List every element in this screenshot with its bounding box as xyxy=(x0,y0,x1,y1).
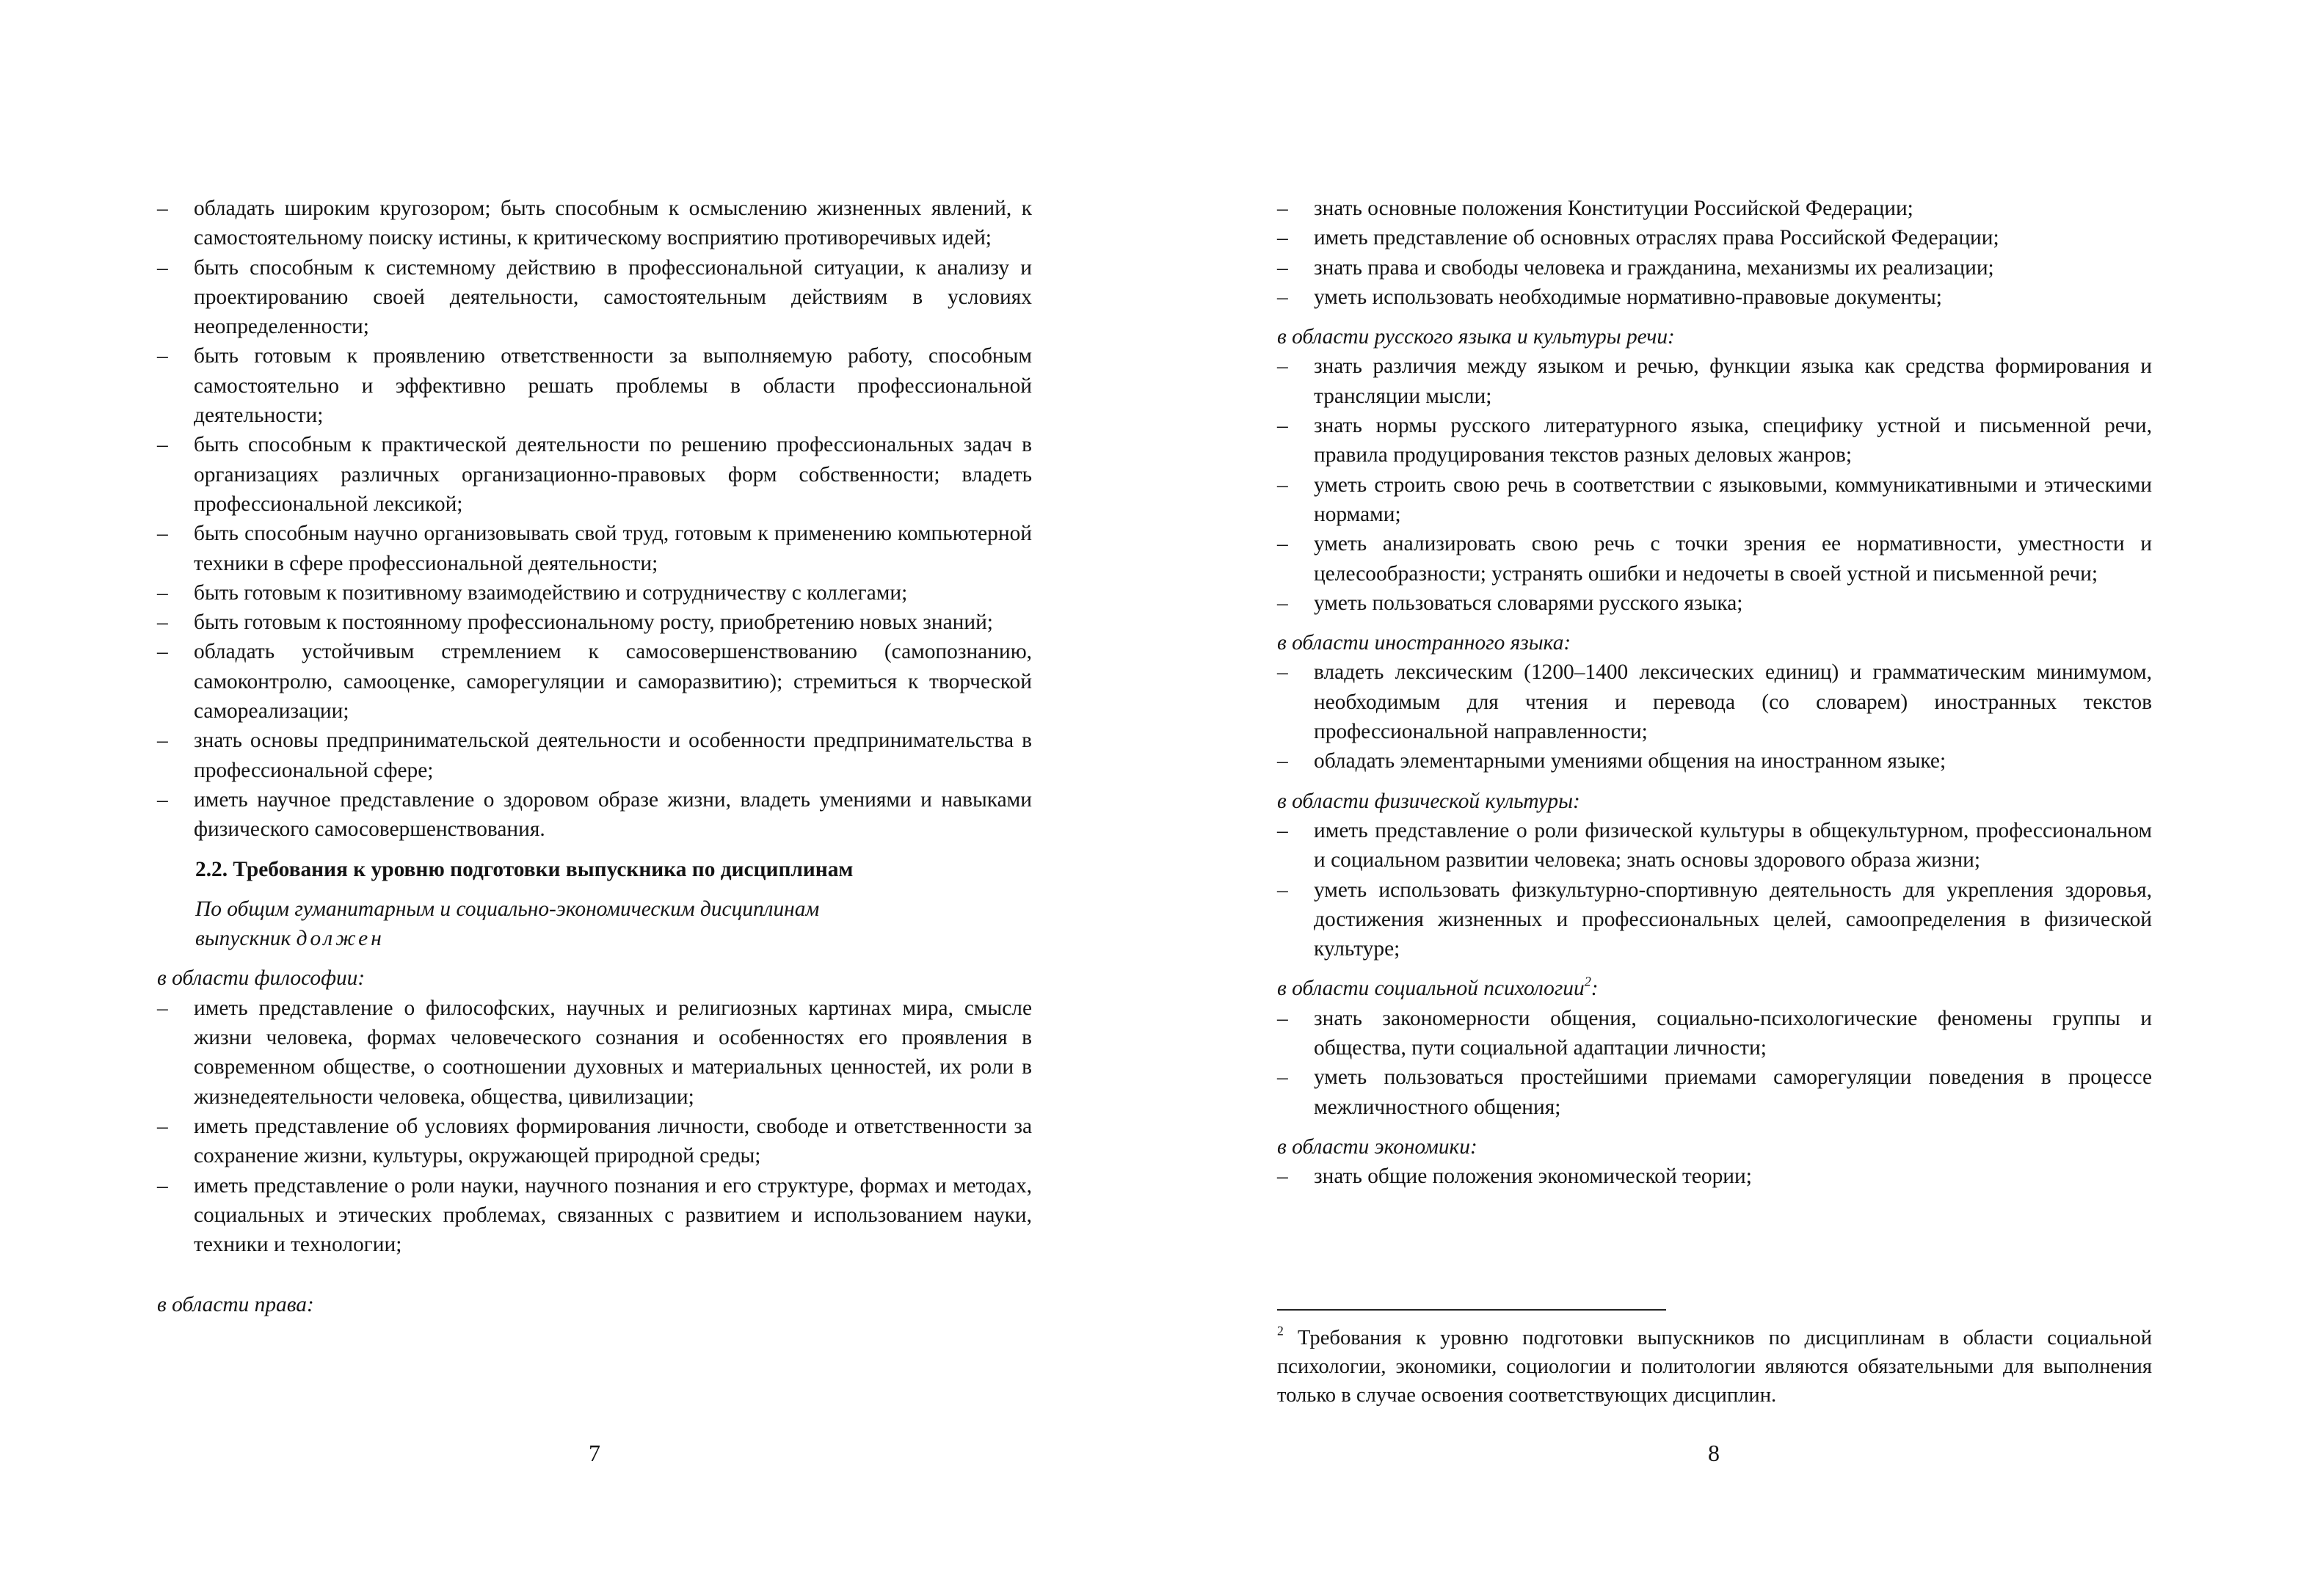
list-item: – обладать широким кругозором; быть способным к осмыслению жизненных явлений, к самостоятельному поиску истины, к критическому восприятию противоречивых идей; xyxy=(157,194,1032,253)
list-item: – уметь пользоваться простейшими приемами саморегуляции поведения в процессе межличностного общения; xyxy=(1277,1063,2152,1122)
russian-heading: в области русского языка и культуры речи: xyxy=(1277,325,1675,349)
social-list xyxy=(1277,1004,2152,1122)
list-item: – быть готовым к позитивному взаимодействию и сотрудничеству с коллегами; xyxy=(157,578,1032,608)
list-item: – знать основные положения Конституции Российской Федерации; xyxy=(1277,194,2152,223)
law-list xyxy=(1277,194,2152,312)
footnote-divider xyxy=(1277,1309,1666,1311)
list-item: – уметь пользоваться словарями русского языка; xyxy=(1277,589,2152,618)
social-heading-colon: : xyxy=(1591,977,1599,1001)
list-item: – обладать устойчивым стремлением к самосовершенствованию (самопознанию, самоконтролю, самооценке, саморегуляции и саморазвитию); стремиться к творческой самореализации; xyxy=(157,637,1032,726)
page-number-right: 8 xyxy=(1708,1440,1720,1466)
foreign-heading: в области иностранного языка: xyxy=(1277,631,1571,655)
list-item: – уметь использовать необходимые нормативно-правовые документы; xyxy=(1277,283,2152,312)
list-item: – знать закономерности общения, социально-психологические феномены группы и общества, пути социальной адаптации личности; xyxy=(1277,1004,2152,1063)
list-item: – иметь представление об основных отраслях права Российской Федерации; xyxy=(1277,223,2152,252)
foreign-list xyxy=(1277,657,2152,776)
page-number-left: 7 xyxy=(589,1440,600,1466)
footnote-text: Требования к уровню подготовки выпускников по дисциплинам в области социальной психологии, экономики, социологии и политологии являются обязательными для выполнения только в случае освоения соответствующих дисциплин. xyxy=(1277,1327,2152,1407)
economics-heading: в области экономики: xyxy=(1277,1134,1477,1159)
list-item: – владеть лексическим (1200–1400 лексических единиц) и грамматическим минимумом, необходимым для чтения и перевода (со словарем) иностранных текстов профессиональной направленности; xyxy=(1277,657,2152,746)
list-item: – иметь научное представление о здоровом образе жизни, владеть умениями и навыками физического самосовершенствования. xyxy=(157,785,1032,845)
list-item: – обладать элементарными умениями общения на иностранном языке; xyxy=(1277,746,2152,776)
list-item: – быть готовым к постоянному профессиональному росту, приобретению новых знаний; xyxy=(157,608,1032,637)
social-heading xyxy=(1277,974,2152,1003)
list-item: – быть готовым к проявлению ответственности за выполняемую работу, способным самостоятельно и эффективно решать проблемы в области профессиональной деятельности; xyxy=(157,341,1032,430)
competency-list xyxy=(157,194,1032,845)
list-item: – знать основы предпринимательской деятельности и особенности предпринимательства в профессиональной сфере; xyxy=(157,726,1032,785)
section-title: 2.2. Требования к уровню подготовки выпускника по дисциплинам xyxy=(195,857,854,881)
subsection-prefix: выпускник xyxy=(195,927,297,951)
philosophy-list xyxy=(157,994,1032,1260)
list-item: – быть способным к системному действию в профессиональной ситуации, к анализу и проектированию своей деятельности, самостоятельным действиям в условиях неопределенности; xyxy=(157,253,1032,342)
list-item: – знать нормы русского литературного языка, специфику устной и письменной речи, правила продуцирования текстов разных деловых жанров; xyxy=(1277,411,2152,470)
footnote xyxy=(1277,1324,2152,1410)
footnote-mark: 2 xyxy=(1277,1323,1284,1338)
subsection-line xyxy=(195,924,1032,953)
list-item: – быть способным к практической деятельности по решению профессиональных задач в организациях различных организационно-правовых форм собственности; владеть профессиональной лексикой; xyxy=(157,430,1032,519)
physical-heading: в области физической культуры: xyxy=(1277,789,1580,813)
list-item: – уметь использовать физкультурно-спортивную деятельность для укрепления здоровья, достижения жизненных и профессиональных целей, самоопределения в физической культуре; xyxy=(1277,875,2152,964)
physical-list xyxy=(1277,816,2152,963)
subsection-intro xyxy=(195,894,1032,954)
list-item: – иметь представление о философских, научных и религиозных картинах мира, смысле жизни человека, формах человеческого сознания и особенностях его проявления в современном обществе, о соотношении духовных и материальных ценностей, их роли в жизнедеятельности человека, общества, цивилизации; xyxy=(157,994,1032,1112)
list-item: – иметь представление об условиях формирования личности, свободе и ответственности за сохранение жизни, культуры, окружающей природной среды; xyxy=(157,1112,1032,1171)
economics-list xyxy=(1277,1162,2152,1191)
list-item: – быть способным научно организовывать свой труд, готовым к применению компьютерной техники в сфере профессиональной деятельности; xyxy=(157,519,1032,578)
list-item: – знать различия между языком и речью, функции языка как средства формирования и трансляции мысли; xyxy=(1277,351,2152,411)
subsection-emphasis: должен xyxy=(296,927,385,951)
right-page xyxy=(1277,194,2152,1192)
footnote-ref: 2 xyxy=(1584,974,1591,989)
russian-list xyxy=(1277,351,2152,618)
list-item: – иметь представление о роли науки, научного познания и его структуре, формах и методах, социальных и этических проблемах, связанных с развитием и использованием науки, техники и технологии; xyxy=(157,1171,1032,1260)
subsection-line: По общим гуманитарным и социально-экономическим дисциплинам xyxy=(195,897,820,921)
list-item: – уметь анализировать свою речь с точки зрения ее нормативности, уместности и целесообразности; устранять ошибки и недочеты в своей устной и письменной речи; xyxy=(1277,529,2152,589)
list-item: – знать общие положения экономической теории; xyxy=(1277,1162,2152,1191)
list-item: – уметь строить свою речь в соответствии с языковыми, коммуникативными и этическими нормами; xyxy=(1277,470,2152,530)
social-heading-text: в области социальной психологии xyxy=(1277,977,1585,1001)
list-item: – знать права и свободы человека и гражданина, механизмы их реализации; xyxy=(1277,253,2152,283)
list-item: – иметь представление о роли физической культуры в общекультурном, профессиональном и социальном развитии человека; знать основы здорового образа жизни; xyxy=(1277,816,2152,875)
philosophy-heading: в области философии: xyxy=(157,966,366,991)
left-page xyxy=(157,194,1032,1320)
law-heading: в области права: xyxy=(157,1293,314,1317)
